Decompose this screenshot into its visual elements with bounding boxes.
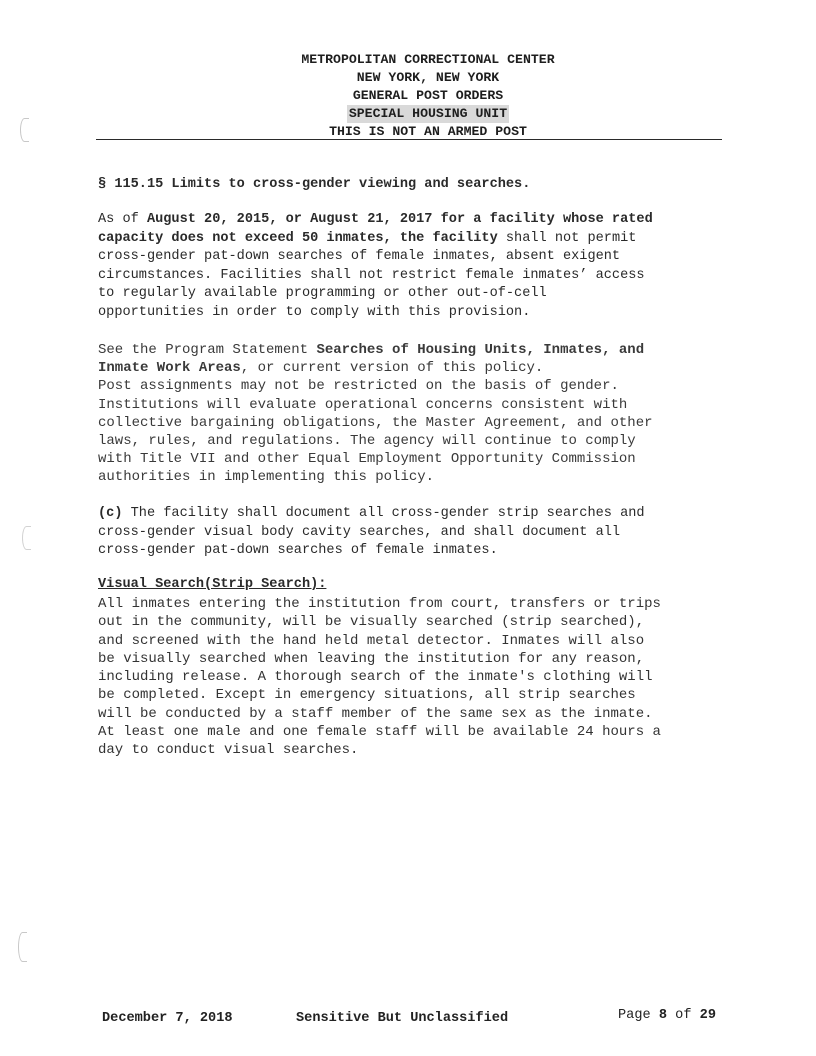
footer-date: December 7, 2018: [102, 1011, 233, 1026]
header-divider: [96, 139, 722, 140]
document-header: [168, 51, 688, 141]
footer-page-number: Page 8 of 29: [618, 1008, 716, 1023]
paragraph-1: As of August 20, 2015, or August 21, 2017 for a facility whose rated capacity does not exceed 50 inmates, the facility shall not permit cross-gender pat-down searches of female inmates, absent exigent circumstances. Facilities shall not restrict female inmates’ access to regularly available programming or other out-of-cell opportunities in order to comply with this provision.: [98, 212, 653, 320]
section-title: § 115.15 Limits to cross-gender viewing and searches.: [98, 177, 531, 192]
header-line-city: NEW YORK, NEW YORK: [356, 70, 500, 85]
scan-artifact: [20, 118, 29, 142]
header-line-armed-status: THIS IS NOT AN ARMED POST: [329, 124, 527, 139]
visual-search-heading: Visual Search(Strip Search):: [98, 577, 327, 592]
header-line-facility: METROPOLITAN CORRECTIONAL CENTER: [301, 52, 555, 67]
header-line-unit: SPECIAL HOUSING UNIT: [348, 106, 508, 121]
footer-classification: Sensitive But Unclassified: [296, 1011, 509, 1026]
paragraph-3: (c) The facility shall document all cross-gender strip searches and cross-gender visual body cavity searches, and shall document all cross-gender pat-down searches of female inmates.: [98, 506, 645, 559]
header-line-orders: GENERAL POST ORDERS: [352, 88, 504, 103]
paragraph-2: See the Program Statement Searches of Housing Units, Inmates, and Inmate Work Areas, or current version of this policy. Post assignments may not be restricted on the basis of gender. Institutions will evaluate operational concerns consistent with collective bargaining obligations, the Master Agreement, and other laws, rules, and regulations. The agency will continue to comply with Title VII and other Equal Employment Opportunity Commission authorities in implementing this policy.: [98, 342, 653, 486]
scan-artifact: [22, 526, 31, 550]
scan-artifact: [18, 932, 27, 962]
visual-search-paragraph: All inmates entering the institution from court, transfers or trips out in the community, will be visually searched (strip searched), and screened with the hand held metal detector. Inmates will also be visually searched when leaving the institution for any reason, including release. A thorough search of the inmate's clothing will be completed. Except in emergency situations, all strip searches will be conducted by a staff member of the same sex as the inmate. At least one male and one female staff will be available 24 hours a day to conduct visual searches.: [98, 596, 661, 759]
